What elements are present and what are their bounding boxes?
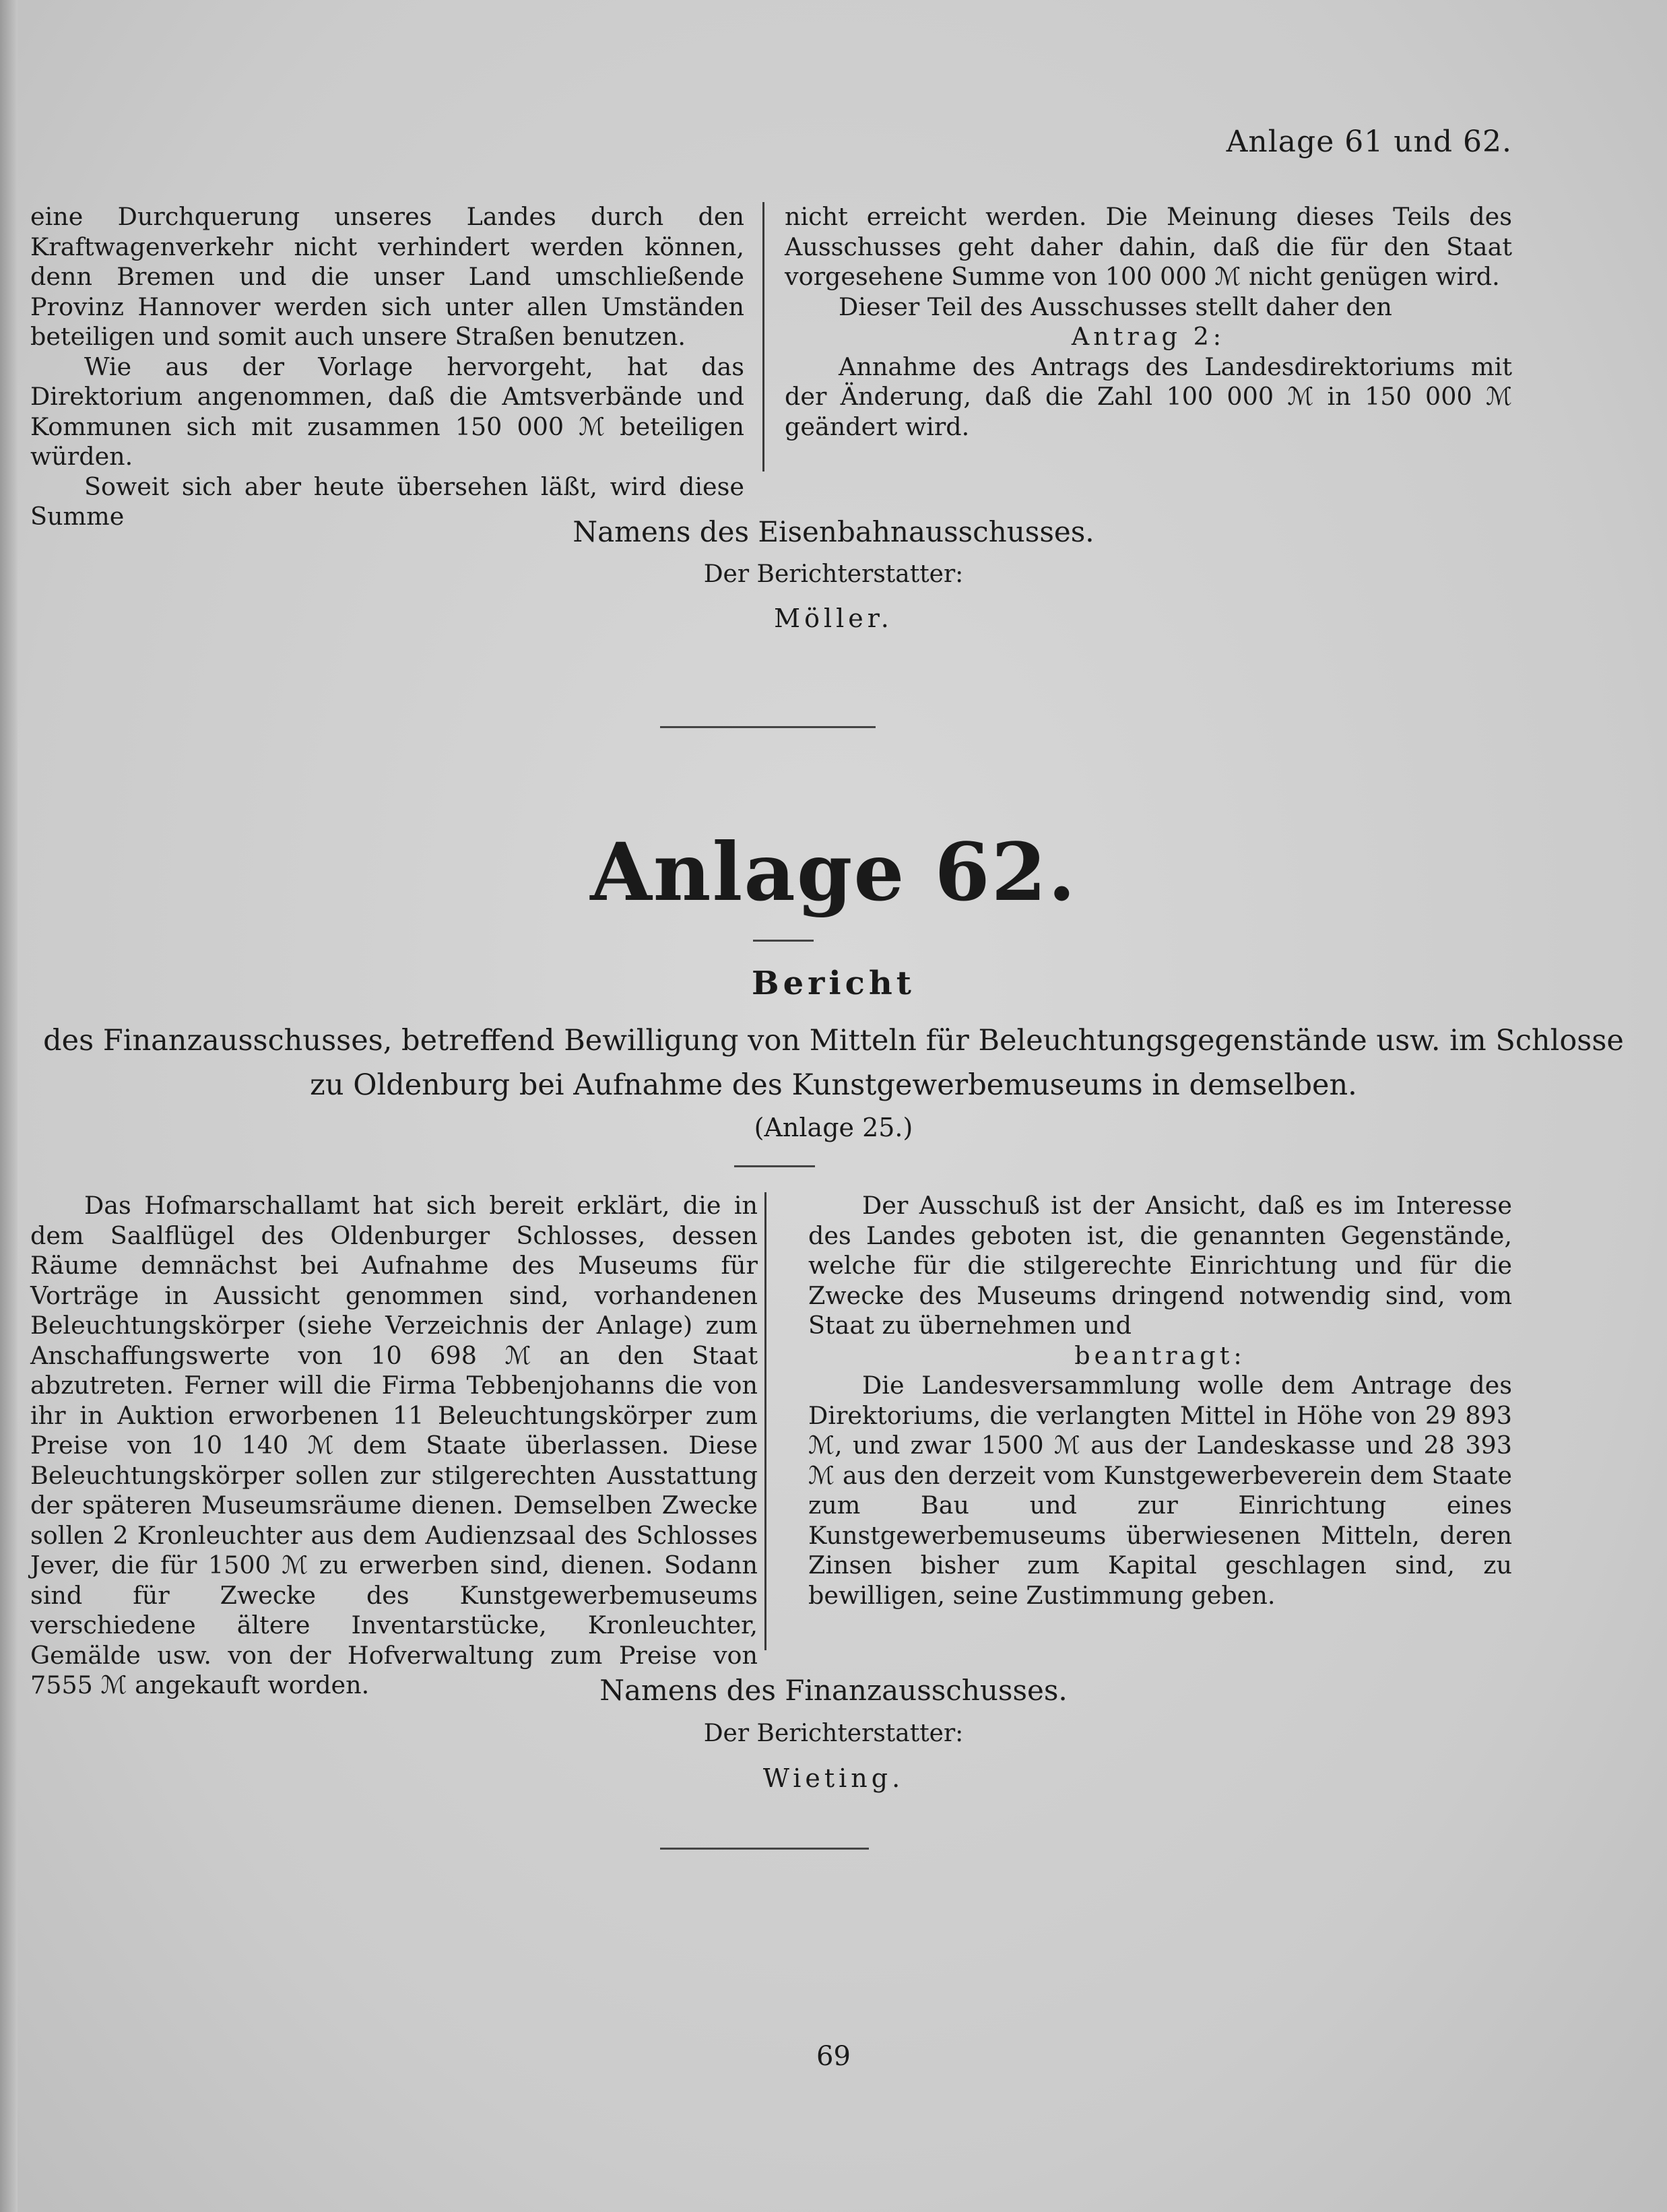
antrag-heading: Antrag 2: <box>1071 322 1226 351</box>
signature-role: Der Berichterstatter: <box>703 1720 964 1747</box>
anlage62-left-column <box>30 1191 758 1701</box>
subtitle-line-2: zu Oldenburg bei Aufnahme des Kunstgewerbemuseums in demselben. <box>310 1068 1357 1102</box>
beantragt-heading: beantragt: <box>1074 1340 1246 1370</box>
signature-role: Der Berichterstatter: <box>703 560 964 588</box>
anlage61-right-column <box>785 202 1512 442</box>
paragraph: Soweit sich aber heute übersehen läßt, wird diese Summe <box>30 471 744 531</box>
anlage62-right-column <box>808 1191 1512 1611</box>
paragraph: Das Hofmarschallamt hat sich bereit erklärt, die in dem Saalflügel des Oldenburger Schlosses, dessen Räume demnächst bei Aufnahme des Museums für Vorträge in Aussicht genommen sind, vorhandenen Beleuchtungskörper (siehe Verzeichnis der Anlage) zum Anschaffungswerte von 10 698 ℳ an den Staat abzutreten. Ferner will die Firma Tebbenjohanns die von ihr in Auktion erworbenen 11 Beleuchtungskörper zum Preise von 10 140 ℳ dem Staate überlassen. Diese Beleuchtungskörper sollen zur stilgerechten Ausstattung der späteren Museumsräume dienen. Demselben Zwecke sollen 2 Kronleuchter aus dem Audienzsaal des Schlosses Jever, die für 1500 ℳ zu erwerben sind, dienen. Sodann sind für Zwecke des Kunstgewerbemuseums verschiedene ältere Inventarstücke, Kronleuchter, Gemälde usw. von der Hofverwaltung zum Preise von 7555 ℳ angekauft worden. <box>30 1191 758 1699</box>
section-divider <box>660 726 876 728</box>
paragraph: Wie aus der Vorlage hervorgeht, hat das Direktorium angenommen, daß die Amtsverbände und Kommunen sich mit zusammen 150 000 ℳ beteiligen würden. <box>30 352 744 471</box>
column-divider <box>764 1192 766 1650</box>
paragraph: eine Durchquerung unseres Landes durch den Kraftwagenverkehr nicht verhindert werden können, denn Bremen und die unser Land umschließende Provinz Hannover werden sich unter allen Umständen beteiligen und somit auch unsere Straßen benutzen. <box>30 202 744 351</box>
page-number: 69 <box>816 2041 851 2072</box>
column-divider <box>762 202 764 471</box>
anlage-reference: (Anlage 25.) <box>754 1113 913 1142</box>
antrag-text: Annahme des Antrags des Landesdirektoriums mit der Änderung, daß die Zahl 100 000 ℳ in 150 000 ℳ geändert wird. <box>785 352 1512 441</box>
signature-name: Wieting. <box>762 1763 905 1793</box>
motion-text: Die Landesversammlung wolle dem Antrage des Direktoriums, die verlangten Mittel in Höhe von 29 893 ℳ, und zwar 1500 ℳ aus der Landeskasse und 28 393 ℳ aus den derzeit vom Kunstgewerbeverein dem Staate zum Bau und zur Einrichtung eines Kunstgewerbemuseums überwiesenen Mitteln, deren Zinsen bisher zum Kapital geschlagen sind, zu bewilligen, seine Zustimmung geben. <box>808 1371 1512 1610</box>
paragraph: Der Ausschuß ist der Ansicht, daß es im Interesse des Landes geboten ist, die genannten Gegenstände, welche für die stilgerechte Einrichtung und für die Zwecke des Museums dringend notwendig sind, vom Staat zu übernehmen und <box>808 1191 1512 1340</box>
anlage61-left-column <box>30 202 744 532</box>
signature-committee: Namens des Eisenbahnausschusses. <box>573 515 1094 548</box>
signature-name: Möller. <box>774 604 893 633</box>
bericht-heading: Bericht <box>752 965 915 1002</box>
signature-committee: Namens des Finanzausschusses. <box>599 1674 1068 1707</box>
running-head: Anlage 61 und 62. <box>1226 125 1512 159</box>
title-rule <box>753 940 814 942</box>
subtitle-rule <box>734 1165 815 1167</box>
paragraph: nicht erreicht werden. Die Meinung dieses Teils des Ausschusses geht daher dahin, daß die für den Staat vorgesehene Summe von 100 000 ℳ nicht genügen wird. <box>785 202 1512 291</box>
subtitle-line-1: des Finanzausschusses, betreffend Bewilligung von Mitteln für Beleuchtungsgegenstände usw. im Schlosse <box>43 1024 1624 1058</box>
page-title: Anlage 62. <box>590 825 1077 919</box>
end-divider <box>660 1848 869 1850</box>
paragraph: Dieser Teil des Ausschusses stellt daher den <box>839 292 1392 321</box>
